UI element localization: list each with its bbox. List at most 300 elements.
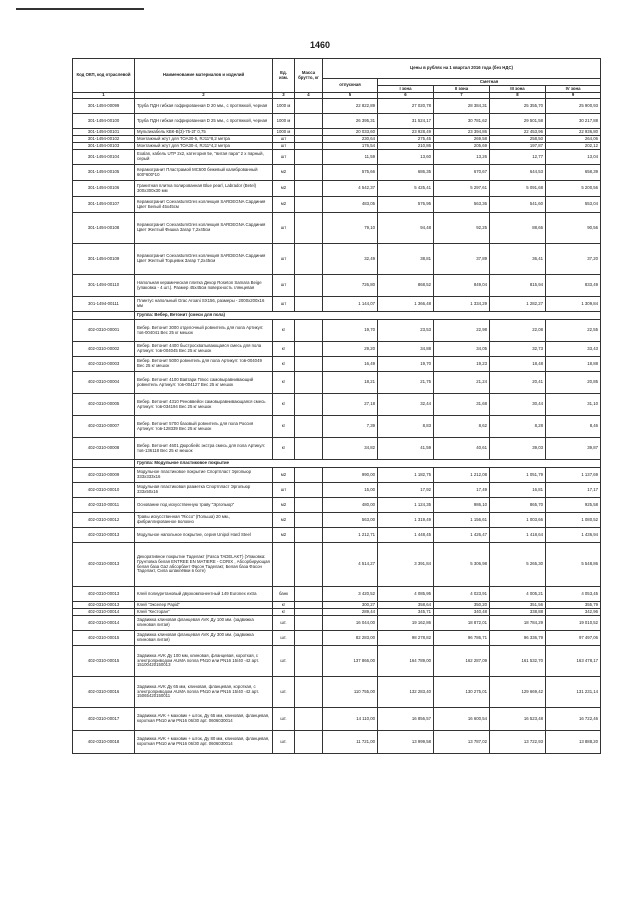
row-zone-price: 22,08 bbox=[490, 320, 546, 342]
row-unit: м2 bbox=[273, 165, 295, 181]
row-zone-price: 31 524,17 bbox=[378, 114, 434, 129]
row-zone-price: 5 425,41 bbox=[378, 181, 434, 197]
row-zone-price: 21,75 bbox=[378, 372, 434, 394]
row-mass bbox=[295, 438, 323, 460]
row-unit: шт bbox=[273, 275, 295, 297]
row-mass bbox=[295, 616, 323, 631]
table-row bbox=[73, 150, 601, 165]
row-code: 301-1494-00107 bbox=[73, 197, 135, 213]
row-zone-price: 13,26 bbox=[434, 150, 490, 165]
row-unit: банк bbox=[273, 587, 295, 602]
group-row bbox=[73, 312, 601, 320]
row-zone-price: 1 003,66 bbox=[490, 513, 546, 528]
table-row bbox=[73, 297, 601, 312]
row-release-price: 1 144,07 bbox=[323, 297, 378, 312]
row-zone-price: 1 448,45 bbox=[378, 528, 434, 543]
row-zone-price: 97 497,06 bbox=[546, 631, 601, 646]
row-release-price: 15,00 bbox=[323, 483, 378, 498]
table-row bbox=[73, 468, 601, 483]
row-zone-price: 1 334,29 bbox=[434, 297, 490, 312]
price-table bbox=[72, 58, 601, 754]
row-zone-price: 28 384,31 bbox=[434, 99, 490, 114]
row-name: Труба ПДН гибкая гофрированная D 25 мм., с протяжкой, черная bbox=[135, 114, 273, 129]
row-zone-price: 849,04 bbox=[434, 275, 490, 297]
row-name: Основание под искусственную траву "Эргопьюр" bbox=[135, 498, 273, 513]
row-code: 301-1494-00103 bbox=[73, 143, 135, 150]
row-code: 402-0310-00017 bbox=[73, 708, 135, 731]
table-row bbox=[73, 372, 601, 394]
row-mass bbox=[295, 468, 323, 483]
row-unit: шт. bbox=[273, 631, 295, 646]
row-name: Гранитная плитка полированная Blue pearl, Labrador (Betel) 300x300x30 мм bbox=[135, 181, 273, 197]
table-row bbox=[73, 342, 601, 357]
row-zone-price: 90,56 bbox=[546, 213, 601, 244]
row-zone-price: 30 217,88 bbox=[546, 114, 601, 129]
row-code: 402-0310-00016 bbox=[73, 677, 135, 708]
row-zone-price: 16,81 bbox=[490, 483, 546, 498]
row-zone-price: 32,73 bbox=[490, 342, 546, 357]
row-unit: 1000 м bbox=[273, 99, 295, 114]
row-unit: шт bbox=[273, 213, 295, 244]
row-mass bbox=[295, 99, 323, 114]
row-release-price: 1 212,71 bbox=[323, 528, 378, 543]
row-name: Вебер. Ветонит 5700 базовый ровнитель для пола Россия Артикул: тов-128339 Вес 25 кг мешок bbox=[135, 416, 273, 438]
row-zone-price: 29 501,58 bbox=[490, 114, 546, 129]
group-code-cell bbox=[73, 312, 135, 320]
table-row bbox=[73, 708, 601, 731]
row-zone-price: 18 872,01 bbox=[434, 616, 490, 631]
row-zone-price: 13 722,93 bbox=[490, 731, 546, 754]
row-zone-price: 1 418,64 bbox=[490, 528, 546, 543]
row-release-price: 575,66 bbox=[323, 165, 378, 181]
table-row bbox=[73, 609, 601, 616]
table-row bbox=[73, 197, 601, 213]
row-code: 402-0310-00014 bbox=[73, 609, 135, 616]
row-mass bbox=[295, 483, 323, 498]
row-mass bbox=[295, 181, 323, 197]
table-row bbox=[73, 543, 601, 587]
row-release-price: 34,82 bbox=[323, 438, 378, 460]
group-title: Группа: Вебер, Ветонит (смеси для пола) bbox=[135, 312, 601, 320]
header-release: отпускная bbox=[323, 79, 378, 93]
row-zone-price: 34,05 bbox=[434, 342, 490, 357]
row-name: Exalan, кабель UTP 2x2, категория 5e, "витая пара" 2 х парный, серый bbox=[135, 150, 273, 165]
header-zone-4: IV зона bbox=[546, 86, 601, 93]
row-release-price: 7,39 bbox=[323, 416, 378, 438]
row-code: 402-0310-00013 bbox=[73, 543, 135, 587]
row-zone-price: 25 355,70 bbox=[490, 99, 546, 114]
row-zone-price: 1 426,47 bbox=[434, 528, 490, 543]
row-zone-price: 31,10 bbox=[546, 394, 601, 416]
row-zone-price: 22,55 bbox=[546, 320, 601, 342]
row-mass bbox=[295, 197, 323, 213]
row-zone-price: 96 786,71 bbox=[434, 631, 490, 646]
row-zone-price: 132 283,40 bbox=[378, 677, 434, 708]
row-unit: м2 bbox=[273, 181, 295, 197]
row-zone-price: 197,87 bbox=[490, 143, 546, 150]
row-unit: м2 bbox=[273, 468, 295, 483]
table-row bbox=[73, 631, 601, 646]
row-mass bbox=[295, 320, 323, 342]
table-row bbox=[73, 416, 601, 438]
row-code: 402-0310-00002 bbox=[73, 342, 135, 357]
row-zone-price: 37,20 bbox=[546, 244, 601, 275]
row-zone-price: 37,89 bbox=[434, 244, 490, 275]
row-release-price: 3 420,52 bbox=[323, 587, 378, 602]
row-mass bbox=[295, 602, 323, 609]
row-zone-price: 541,60 bbox=[490, 197, 546, 213]
row-unit: кг bbox=[273, 416, 295, 438]
row-unit: м2 bbox=[273, 498, 295, 513]
row-zone-price: 8,83 bbox=[378, 416, 434, 438]
row-zone-price: 5 200,56 bbox=[546, 181, 601, 197]
row-unit: 1000 м bbox=[273, 129, 295, 136]
row-zone-price: 4 023,91 bbox=[434, 587, 490, 602]
row-zone-price: 94,48 bbox=[378, 213, 434, 244]
row-code: 402-0310-00018 bbox=[73, 731, 135, 754]
row-release-price: 289,44 bbox=[323, 609, 378, 616]
row-zone-price: 17,17 bbox=[546, 483, 601, 498]
row-unit: кг bbox=[273, 372, 295, 394]
top-rule bbox=[16, 8, 144, 10]
row-zone-price: 1 182,75 bbox=[378, 468, 434, 483]
table-row bbox=[73, 114, 601, 129]
row-zone-price: 833,49 bbox=[546, 275, 601, 297]
table-row bbox=[73, 181, 601, 197]
row-zone-price: 5 091,68 bbox=[490, 181, 546, 197]
row-release-price: 26 395,31 bbox=[323, 114, 378, 129]
table-row bbox=[73, 731, 601, 754]
row-code: 301-1494-00108 bbox=[73, 213, 135, 244]
row-code: 402-0310-00008 bbox=[73, 438, 135, 460]
row-unit: шт bbox=[273, 150, 295, 165]
row-mass bbox=[295, 677, 323, 708]
row-zone-price: 986,10 bbox=[434, 498, 490, 513]
row-name: Керамогранит Пластрамой МС600 бежевый калиброванный 600*600*10 bbox=[135, 165, 273, 181]
row-release-price: 480,00 bbox=[323, 498, 378, 513]
row-release-price: 29,20 bbox=[323, 342, 378, 357]
row-unit: кг bbox=[273, 602, 295, 609]
row-release-price: 27,18 bbox=[323, 394, 378, 416]
row-zone-price: 340,48 bbox=[434, 609, 490, 616]
row-code: 301-1494-00104 bbox=[73, 150, 135, 165]
row-zone-price: 1 156,61 bbox=[434, 513, 490, 528]
row-unit: кг bbox=[273, 342, 295, 357]
row-zone-price: 1 282,27 bbox=[490, 297, 546, 312]
row-zone-price: 13 888,20 bbox=[546, 731, 601, 754]
row-zone-price: 342,96 bbox=[546, 609, 601, 616]
row-zone-price: 19 010,52 bbox=[546, 616, 601, 631]
row-zone-price: 39,03 bbox=[490, 438, 546, 460]
row-name: Напольная керамическая плитка Декор Roseton Samara Beige (упаковка - 4 шт.). Размер 45x45см поверхность глянцевая bbox=[135, 275, 273, 297]
row-name: Клей "Экселер Рapid" bbox=[135, 602, 273, 609]
row-code: 301-1494-00102 bbox=[73, 136, 135, 143]
row-release-price: 11 721,00 bbox=[323, 731, 378, 754]
row-zone-price: 22 453,96 bbox=[490, 129, 546, 136]
row-zone-price: 164 789,00 bbox=[378, 646, 434, 677]
row-mass bbox=[295, 129, 323, 136]
row-mass bbox=[295, 708, 323, 731]
row-code: 301-1494-00105 bbox=[73, 165, 135, 181]
row-zone-price: 358,64 bbox=[378, 602, 434, 609]
header-zone-1: I зона bbox=[378, 86, 434, 93]
row-zone-price: 88,66 bbox=[490, 213, 546, 244]
row-release-price: 137 866,00 bbox=[323, 646, 378, 677]
row-zone-price: 19,23 bbox=[434, 357, 490, 372]
row-mass bbox=[295, 543, 323, 587]
table-row bbox=[73, 143, 601, 150]
header-code: Код ОКП, код отраслевой bbox=[73, 59, 135, 93]
row-release-price: 16 044,00 bbox=[323, 616, 378, 631]
row-unit: шт. bbox=[273, 677, 295, 708]
row-zone-price: 36,41 bbox=[490, 244, 546, 275]
table-row bbox=[73, 677, 601, 708]
row-zone-price: 23 394,86 bbox=[434, 129, 490, 136]
row-zone-price: 576,95 bbox=[378, 197, 434, 213]
row-zone-price: 16 523,48 bbox=[490, 708, 546, 731]
row-name: Вебер. Ветонит 4400 быстросхватывающаяся смесь для пола Артикул: тов-004045 Вес 25 кг мешок bbox=[135, 342, 273, 357]
table-row bbox=[73, 244, 601, 275]
row-zone-price: 130 275,01 bbox=[434, 677, 490, 708]
row-release-price: 726,80 bbox=[323, 275, 378, 297]
row-code: 402-0310-00010 bbox=[73, 483, 135, 498]
column-number: 2 bbox=[135, 93, 273, 99]
row-code: 402-0310-00011 bbox=[73, 498, 135, 513]
row-zone-price: 22,98 bbox=[434, 320, 490, 342]
row-name: Керамогранит CoexastumGres коллекция SARDEGNA Сардиния Цвет Желтый Фишка Загар 7,2x45см bbox=[135, 213, 273, 244]
row-zone-price: 644,53 bbox=[490, 165, 546, 181]
row-mass bbox=[295, 394, 323, 416]
row-release-price: 300,27 bbox=[323, 602, 378, 609]
row-zone-price: 258,50 bbox=[490, 136, 546, 143]
row-unit: шт bbox=[273, 143, 295, 150]
row-code: 301-1494-00106 bbox=[73, 181, 135, 197]
row-mass bbox=[295, 297, 323, 312]
row-release-price: 14 110,00 bbox=[323, 708, 378, 731]
row-mass bbox=[295, 416, 323, 438]
row-unit: шт. bbox=[273, 731, 295, 754]
row-zone-price: 98 278,82 bbox=[378, 631, 434, 646]
row-zone-price: 1 137,69 bbox=[546, 468, 601, 483]
row-zone-price: 32,44 bbox=[378, 394, 434, 416]
row-zone-price: 23 928,49 bbox=[378, 129, 434, 136]
row-zone-price: 868,52 bbox=[378, 275, 434, 297]
row-release-price: 563,00 bbox=[323, 513, 378, 528]
group-row bbox=[73, 460, 601, 468]
row-zone-price: 865,70 bbox=[490, 498, 546, 513]
row-zone-price: 686,35 bbox=[378, 165, 434, 181]
row-unit: шт. bbox=[273, 708, 295, 731]
row-zone-price: 162 287,09 bbox=[434, 646, 490, 677]
table-row bbox=[73, 213, 601, 244]
row-zone-price: 563,36 bbox=[434, 197, 490, 213]
row-release-price: 19,70 bbox=[323, 320, 378, 342]
row-zone-price: 5 548,86 bbox=[546, 543, 601, 587]
row-zone-price: 96 336,79 bbox=[490, 631, 546, 646]
row-release-price: 230,64 bbox=[323, 136, 378, 143]
row-mass bbox=[295, 275, 323, 297]
row-zone-price: 13 787,02 bbox=[434, 731, 490, 754]
row-code: 402-0310-00013 bbox=[73, 602, 135, 609]
row-zone-price: 20,41 bbox=[490, 372, 546, 394]
row-code: 402-0310-00012 bbox=[73, 513, 135, 528]
row-zone-price: 264,06 bbox=[546, 136, 601, 143]
row-zone-price: 269,58 bbox=[434, 136, 490, 143]
row-name: Труба ПДН гибкая гофрированная D 20 мм., с протяжкой, черная bbox=[135, 99, 273, 114]
row-zone-price: 12,77 bbox=[490, 150, 546, 165]
table-row bbox=[73, 275, 601, 297]
row-zone-price: 92,25 bbox=[434, 213, 490, 244]
row-mass bbox=[295, 587, 323, 602]
row-unit: шт bbox=[273, 483, 295, 498]
row-unit: шт. bbox=[273, 616, 295, 631]
row-unit: кг bbox=[273, 394, 295, 416]
table-row bbox=[73, 357, 601, 372]
row-zone-price: 925,58 bbox=[546, 498, 601, 513]
row-mass bbox=[295, 646, 323, 677]
row-zone-price: 129 669,42 bbox=[490, 677, 546, 708]
header-mass: Масса брутто, кг bbox=[295, 59, 323, 93]
header-unit: Ед. изм. bbox=[273, 59, 295, 93]
row-release-price: 176,54 bbox=[323, 143, 378, 150]
row-release-price: 79,10 bbox=[323, 213, 378, 244]
row-zone-price: 17,49 bbox=[434, 483, 490, 498]
row-zone-price: 4 085,95 bbox=[378, 587, 434, 602]
row-code: 301-1494-00100 bbox=[73, 114, 135, 129]
row-zone-price: 131 231,14 bbox=[546, 677, 601, 708]
row-zone-price: 3 391,84 bbox=[378, 543, 434, 587]
column-number: 4 bbox=[295, 93, 323, 99]
row-unit: 1000 м bbox=[273, 114, 295, 129]
group-title: Группа: Модульное пластиковое покрытие bbox=[135, 460, 601, 468]
column-number: 9 bbox=[546, 93, 601, 99]
row-zone-price: 815,94 bbox=[490, 275, 546, 297]
row-name: Клей "Кесторан" bbox=[135, 609, 273, 616]
row-name: Плинтус напольный Grac Aroani SX156, размеры - 2000x200x16 мм bbox=[135, 297, 273, 312]
table-row bbox=[73, 165, 601, 181]
table-row bbox=[73, 136, 601, 143]
row-zone-price: 18,88 bbox=[546, 357, 601, 372]
row-release-price: 4 514,27 bbox=[323, 543, 378, 587]
row-zone-price: 8,46 bbox=[546, 416, 601, 438]
row-release-price: 16,49 bbox=[323, 357, 378, 372]
header-zone-3: III зона bbox=[490, 86, 546, 93]
row-name: Задвижка клиновая фланцевая AVK Ду 100 мм. (задвижка клиновая литая) bbox=[135, 616, 273, 631]
row-name: Вебер. Ветонит 3000 отделочный ровнитель для пола Артикул: тов-004041 Вес 25 кг мешок bbox=[135, 320, 273, 342]
row-code: 402-0310-00001 bbox=[73, 320, 135, 342]
row-zone-price: 161 532,70 bbox=[490, 646, 546, 677]
row-name: Клей полиуретановый двухкомпонентный 149 Euronex extra bbox=[135, 587, 273, 602]
row-mass bbox=[295, 143, 323, 150]
row-zone-price: 23,53 bbox=[378, 320, 434, 342]
table-row bbox=[73, 438, 601, 460]
row-unit: м2 bbox=[273, 197, 295, 213]
table-row bbox=[73, 528, 601, 543]
row-release-price: 483,05 bbox=[323, 197, 378, 213]
row-zone-price: 21,24 bbox=[434, 372, 490, 394]
table-row bbox=[73, 498, 601, 513]
row-zone-price: 1 051,79 bbox=[490, 468, 546, 483]
row-zone-price: 8,28 bbox=[490, 416, 546, 438]
row-code: 402-0310-00015 bbox=[73, 646, 135, 677]
row-release-price: 32,49 bbox=[323, 244, 378, 275]
row-code: 301-1494-00110 bbox=[73, 275, 135, 297]
row-zone-price: 34,88 bbox=[378, 342, 434, 357]
row-zone-price: 18 784,29 bbox=[490, 616, 546, 631]
row-zone-price: 5 265,30 bbox=[490, 543, 546, 587]
row-name: Задвижка клиновая фланцевая AVK Ду 300 мм. (задвижка клиновая литая) bbox=[135, 631, 273, 646]
row-zone-price: 5 306,98 bbox=[434, 543, 490, 587]
row-zone-price: 38,81 bbox=[378, 244, 434, 275]
row-zone-price: 350,20 bbox=[434, 602, 490, 609]
row-mass bbox=[295, 372, 323, 394]
row-name: Вебер. Ветонит 4601 Дюробейс экстра смесь для пола Артикул: тов-136118 Вес 25 кг мешок bbox=[135, 438, 273, 460]
column-number: 1 bbox=[73, 93, 135, 99]
row-zone-price: 163 478,17 bbox=[546, 646, 601, 677]
column-number: 5 bbox=[323, 93, 378, 99]
row-mass bbox=[295, 114, 323, 129]
row-zone-price: 4 053,45 bbox=[546, 587, 601, 602]
row-release-price: 110 755,00 bbox=[323, 677, 378, 708]
table-row bbox=[73, 99, 601, 114]
row-code: 402-0310-00004 bbox=[73, 372, 135, 394]
row-unit: кг bbox=[273, 438, 295, 460]
row-code: 402-0310-00014 bbox=[73, 616, 135, 631]
row-mass bbox=[295, 513, 323, 528]
row-zone-price: 351,56 bbox=[490, 602, 546, 609]
row-name: Декоративное покрытие Таделакт (Fasca TADELAKT) (Упаковка: Грунтовка белая ENTREE EN MATIERE - CORIX , Абсорбирующая белая база Gaz абсорбант Фасон Таделакт, Белая база Фасон Таделакт, Сила шпаклёвки в боте) bbox=[135, 543, 273, 587]
row-code: 301-1494-00101 bbox=[73, 129, 135, 136]
row-unit: шт bbox=[273, 136, 295, 143]
row-release-price: 11,59 bbox=[323, 150, 378, 165]
row-mass bbox=[295, 165, 323, 181]
row-zone-price: 553,04 bbox=[546, 197, 601, 213]
row-name: Модульное напольное покрытие, серия Unipol Hard Steel bbox=[135, 528, 273, 543]
row-zone-price: 16 600,54 bbox=[434, 708, 490, 731]
group-code-cell bbox=[73, 460, 135, 468]
row-release-price: 82 283,00 bbox=[323, 631, 378, 646]
row-name: Задвижка AVK + маховик + шток, Ду 65 мм, клиновая, фланцевая, короткая PN10 или PN16 06/30 арт. 0606030014 bbox=[135, 708, 273, 731]
row-zone-price: 1 124,35 bbox=[378, 498, 434, 513]
row-unit: кг bbox=[273, 357, 295, 372]
row-code: 402-0310-00003 bbox=[73, 357, 135, 372]
row-name: Модульное пластиковое покрытие Спортплаcт Эргопьюр 333x333x16 bbox=[135, 468, 273, 483]
row-mass bbox=[295, 213, 323, 244]
row-zone-price: 1 309,84 bbox=[546, 297, 601, 312]
row-mass bbox=[295, 244, 323, 275]
row-name: Керамогранит CoexastumGres коллекция SARDEGNA Сардиния Цвет Белый 45x45см bbox=[135, 197, 273, 213]
row-zone-price: 275,45 bbox=[378, 136, 434, 143]
row-mass bbox=[295, 342, 323, 357]
row-unit: шт. bbox=[273, 646, 295, 677]
table-body bbox=[73, 99, 601, 754]
row-name: Задвижка AVK + маховик + шток, Ду 80 мм, клиновая, фланцевая, короткая PN10 или PN16 06/30 арт. 0606030014 bbox=[135, 731, 273, 754]
table-row bbox=[73, 483, 601, 498]
row-zone-price: 1 080,52 bbox=[546, 513, 601, 528]
row-name: Монтажный жгут для ТОА30-4, RJ11*4,2 метра bbox=[135, 143, 273, 150]
table-row bbox=[73, 394, 601, 416]
row-zone-price: 16 722,46 bbox=[546, 708, 601, 731]
row-release-price: 990,00 bbox=[323, 468, 378, 483]
row-unit: шт bbox=[273, 297, 295, 312]
row-mass bbox=[295, 631, 323, 646]
row-zone-price: 17,92 bbox=[378, 483, 434, 498]
row-code: 301-1494-00111 bbox=[73, 297, 135, 312]
row-unit: кг bbox=[273, 609, 295, 616]
row-zone-price: 1 319,49 bbox=[378, 513, 434, 528]
row-zone-price: 355,79 bbox=[546, 602, 601, 609]
row-name: Вебер. Ветонит 4100 Вавтари Плюс самовыравнивающий ровнитель Артикул: тов-004127 Вес 25 кг мешок bbox=[135, 372, 273, 394]
